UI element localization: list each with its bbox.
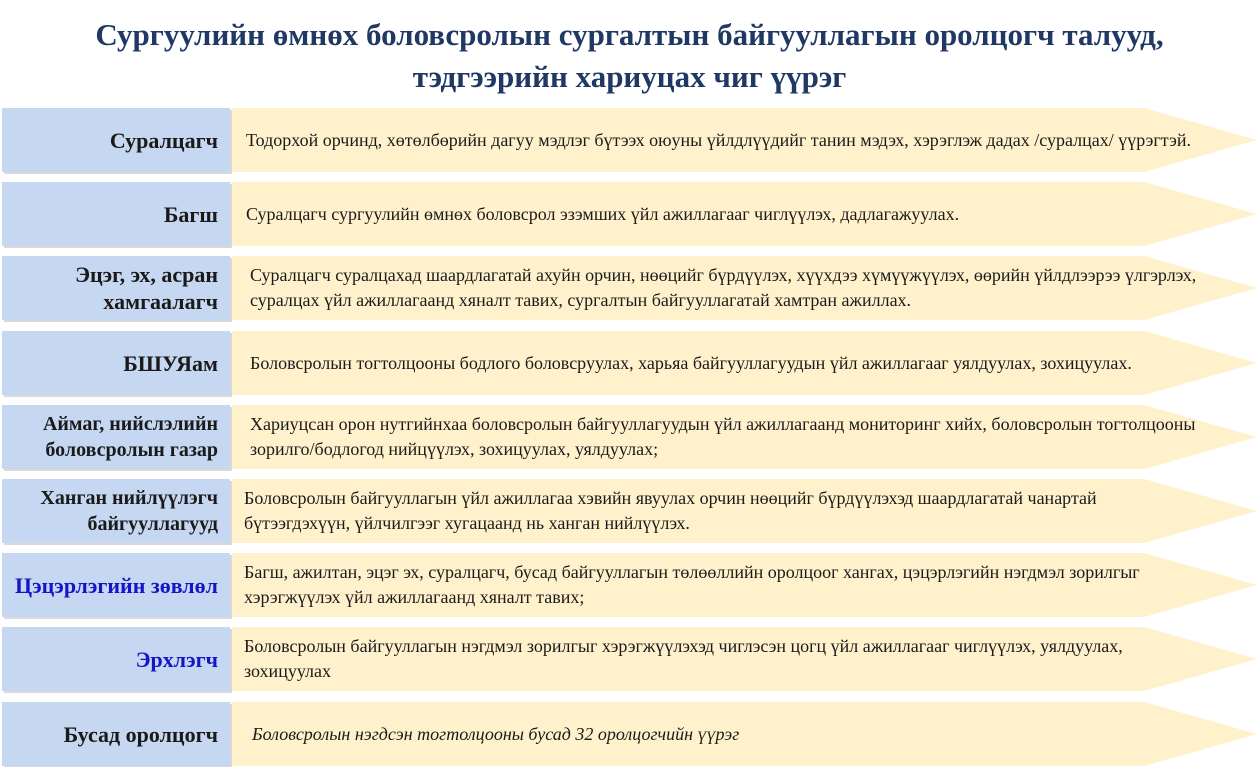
role-description: Боловсролын байгууллагын нэгдмэл зорилгыг хэрэгжүүлэхэд чиглэсэн цогц үйл ажиллагааг чиглүүлэх, уялдуулах, зохицуулах <box>244 636 1123 681</box>
role-row-ministry <box>0 331 1259 395</box>
role-description: Боловсролын нэгдсэн тогтолцооны бусад 32 оролцогчийн үүрэг <box>252 723 740 744</box>
role-row-other-participants <box>0 702 1259 766</box>
role-description: Тодорхой орчинд, хөтөлбөрийн дагуу мэдлэг бүтээх оюуны үйлдлүүдийг танин мэдэх, хэрэглэж дадах /суралцах/ үүрэгтэй. <box>246 129 1191 150</box>
role-row-teacher <box>0 182 1259 246</box>
role-description: Боловсролын байгууллагын үйл ажиллагаа хэвийн явуулах орчин нөөцийг бүрдүүлэхэд шаардлагатай чанартай бүтээгдэхүүн, үйлчилгээг хугацаанд нь ханган нийлүүлэх. <box>244 488 1097 533</box>
role-label: Эрхлэгч <box>2 627 230 691</box>
role-row-suppliers <box>0 479 1259 543</box>
role-row-education-department <box>0 405 1259 469</box>
title-line-2: тэдгээрийн хариуцах чиг үүрэг <box>412 59 847 94</box>
role-label: Эцэг, эх, асран хамгаалагч <box>2 256 230 320</box>
title-line-1: Сургуулийн өмнөх боловсролын сургалтын байгууллагын оролцогч талууд, <box>95 17 1164 52</box>
role-label: Багш <box>2 182 230 246</box>
role-label: Суралцагч <box>2 108 230 172</box>
role-description: Боловсролын тогтолцооны бодлого боловсруулах, харьяа байгууллагуудын үйл ажиллагааг уялдуулах, зохицуулах. <box>250 352 1132 373</box>
role-description: Суралцагч сургуулийн өмнөх боловсрол эзэмших үйл ажиллагааг чиглүүлэх, дадлагажуулах. <box>246 203 960 224</box>
page-title <box>0 14 1259 98</box>
role-row-kindergarten-council <box>0 553 1259 617</box>
role-description: Хариуцсан орон нутгийнхаа боловсролын байгууллагуудын үйл ажиллагаанд мониторинг хийх, боловсролын тогтолцооны зорилго/бодлогод нийцүүлэх, зохицуулах, уялдуулах; <box>250 414 1196 459</box>
role-row-learner <box>0 108 1259 172</box>
role-label: Ханган нийлүүлэгч байгууллагууд <box>2 479 230 543</box>
role-description: Багш, ажилтан, эцэг эх, суралцагч, бусад байгууллагын төлөөллийн оролцоог хангах, цэцэрлэгийн нэгдмэл зорилгыг хэрэгжүүлэх үйл ажиллагаанд хяналт тавих; <box>244 562 1140 607</box>
role-label: Аймаг, нийслэлийн боловсролын газар <box>2 405 230 469</box>
role-label: Цэцэрлэгийн зөвлөл <box>2 553 230 617</box>
role-label: БШУЯам <box>2 331 230 395</box>
role-label: Бусад оролцогч <box>2 702 230 766</box>
role-row-parents <box>0 256 1259 320</box>
role-description: Суралцагч суралцахад шаардлагатай ахуйн орчин, нөөцийг бүрдүүлэх, хүүхдээ хүмүүжүүлэх, өөрийн үйлдлээрээ үлгэрлэх, суралцах үйл ажиллагаанд хяналт тавих, сургалтын байгууллагатай хамтран ажиллах. <box>250 265 1197 310</box>
role-row-director <box>0 627 1259 691</box>
